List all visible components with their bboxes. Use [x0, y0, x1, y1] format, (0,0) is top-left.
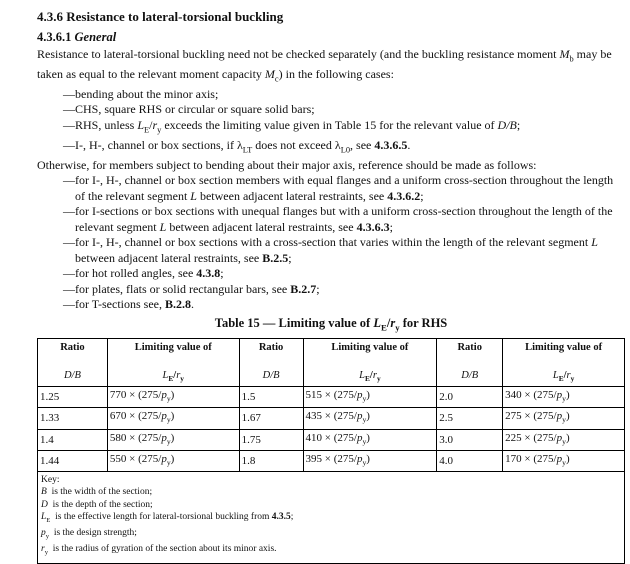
list-item: — for hot rolled angles, see 4.3.8; — [63, 266, 625, 282]
intro-paragraph: Resistance to lateral-torsional buckling need not be checked separately (and the buckling resistance moment $M_b$ may be taken as equal to the relevant moment capacity $M_c$) in the following cases: — [37, 47, 612, 84]
list-item: — for I-, H-, channel or box section members with equal flanges and a uniform cross-section throughout the length of the relevant segment L between adjacent lateral restraints, see 4.3.6.2; — [63, 173, 625, 204]
table-header-row — [38, 339, 625, 387]
subsection-title: General — [74, 30, 117, 44]
header-limiting: Limiting value of $L_E/r_y$ — [303, 339, 437, 387]
header-limiting: Limiting value of $L_E/r_y$ — [503, 339, 625, 387]
otherwise-paragraph: Otherwise, for members subject to bending about their major axis, reference should be made as follows: — [37, 157, 537, 172]
header-ratio: Ratio D/B — [239, 339, 303, 387]
table-row: 1.33 $670 \times (275/p_y)$ 1.67 $435 \times (275/p_y)$ 2.5 $275 \times (275/p_y)$ — [38, 408, 625, 429]
list-item: — for I-sections or box sections with unequal flanges but with a uniform cross-section throughout the length of the relevant segment L between adjacent lateral restraints, see 4.3.6.3; — [63, 204, 625, 235]
header-ratio: Ratio D/B — [38, 339, 108, 387]
document-page — [37, 8, 625, 564]
table-title: Table 15 — Limiting value of $L_E/r_y$ for RHS — [214, 315, 448, 333]
section-heading: 4.3.6 Resistance to lateral-torsional buckling — [37, 9, 284, 24]
table-row: 1.4 $580 \times (275/p_y)$ 1.75 $410 \times (275/p_y)$ 3.0 $225 \times (275/p_y)$ — [38, 429, 625, 450]
header-limiting: Limiting value of $L_E/r_y$ — [107, 339, 239, 387]
table-row: 1.25 $770 \times (275/p_y)$ 1.5 $515 \times (275/p_y)$ 2.0 $340 \times (275/p_y)$ — [38, 387, 625, 408]
exemption-list — [37, 87, 625, 158]
list-item: — for T-sections see, B.2.8. — [63, 297, 625, 313]
list-item: — I-, H-, channel or box sections, if $\lambda_{LT}$ does not exceed $\lambda_{L0}$, see 4.3.6.5. — [63, 138, 625, 158]
list-item: — RHS, unless $L_E/r_y$ exceeds the limiting value given in Table 15 for the relevant value of D/B; — [63, 118, 625, 138]
list-item: — for plates, flats or solid rectangular bars, see B.2.7; — [63, 282, 625, 298]
list-item: — for I-, H-, channel or box sections with a cross-section that varies within the length of the relevant segment L between adjacent lateral restraints, see B.2.5; — [63, 235, 625, 266]
subsection-heading — [37, 29, 625, 45]
header-ratio: Ratio D/B — [437, 339, 503, 387]
table-key-row — [38, 471, 625, 563]
subsection-number: 4.3.6.1 — [37, 30, 72, 44]
table-row: 1.44 $550 \times (275/p_y)$ 1.8 $395 \times (275/p_y)$ 4.0 $170 \times (275/p_y)$ — [38, 450, 625, 471]
limiting-value-table — [37, 338, 625, 564]
table-key: Key: B is the width of the section; D is the depth of the section; $L_E$ is the effective length for lateral-torsional buckling from 4.3.5; $p_y$ is the design strength; $r_y$ is the radius of gyration of the section about its minor axis. — [38, 471, 625, 563]
list-item: — bending about the minor axis; — [63, 87, 625, 103]
reference-list — [37, 173, 625, 313]
list-item: — CHS, square RHS or circular or square solid bars; — [63, 102, 625, 118]
